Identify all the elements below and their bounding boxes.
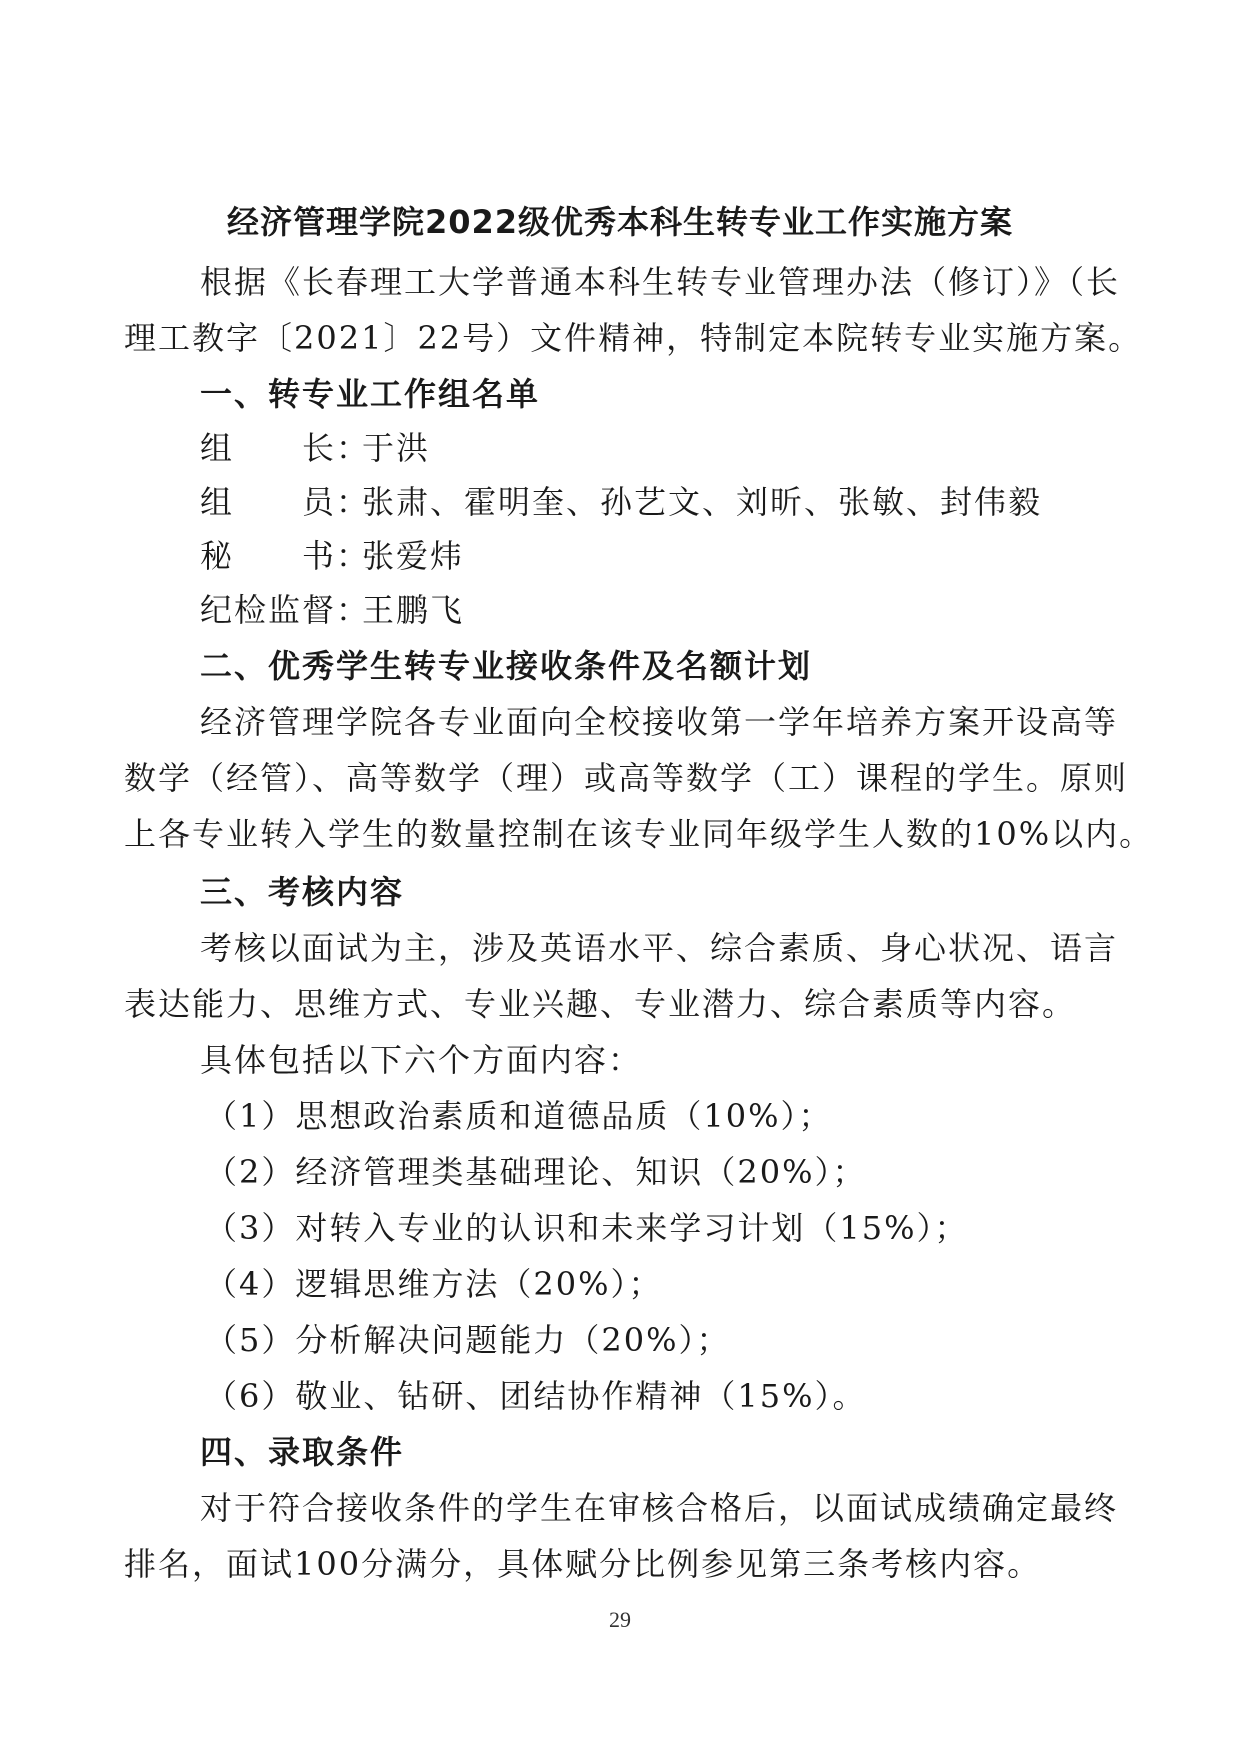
assessment-item: （3）对转入专业的认识和未来学习计划（15%）； xyxy=(205,1209,969,1247)
section-4-heading: 四、录取条件 xyxy=(200,1433,405,1471)
assessment-item: （2）经济管理类基础理论、知识（20%）； xyxy=(205,1153,867,1191)
member-names: 张肃、霍明奎、孙艺文、刘昕、张敏、封伟毅 xyxy=(362,483,1043,521)
section-1-heading: 一、转专业工作组名单 xyxy=(200,375,541,413)
member-names: 王鹏飞 xyxy=(362,591,465,629)
document-title: 经济管理学院2022级优秀本科生转专业工作实施方案 xyxy=(226,203,1014,241)
member-role: 组 员 xyxy=(200,483,336,521)
section-3-line-1: 考核以面试为主，涉及英语水平、综合素质、身心状况、语言 xyxy=(200,929,1119,967)
member-names: 于洪 xyxy=(362,429,431,467)
member-role: 组 长 xyxy=(200,429,336,467)
member-row-secretary: 秘 书 ： 张爱炜 xyxy=(200,537,465,575)
section-4-line-2: 排名，面试100分满分，具体赋分比例参见第三条考核内容。 xyxy=(124,1545,1042,1583)
member-role: 秘 书 xyxy=(200,537,336,575)
member-row-members: 组 员 ： 张肃、霍明奎、孙艺文、刘昕、张敏、封伟毅 xyxy=(200,483,1043,521)
assessment-item: （6）敬业、钻研、团结协作精神（15%）。 xyxy=(205,1377,867,1415)
intro-line-1: 根据《长春理工大学普通本科生转专业管理办法（修订）》（长 xyxy=(200,263,1121,301)
section-2-line-1: 经济管理学院各专业面向全校接收第一学年培养方案开设高等 xyxy=(200,703,1119,741)
section-3-heading: 三、考核内容 xyxy=(200,873,405,911)
section-2-line-3: 上各专业转入学生的数量控制在该专业同年级学生人数的10%以内。 xyxy=(124,815,1154,853)
page-number: 29 xyxy=(609,1607,631,1632)
section-4-line-1: 对于符合接收条件的学生在审核合格后，以面试成绩确定最终 xyxy=(200,1489,1119,1527)
section-2-line-2: 数学（经管）、高等数学（理）或高等数学（工）课程的学生。原则 xyxy=(124,759,1129,797)
member-row-leader: 组 长 ： 于洪 xyxy=(200,429,431,467)
assessment-item: （1）思想政治素质和道德品质（10%）； xyxy=(205,1097,833,1135)
member-names: 张爱炜 xyxy=(362,537,465,575)
section-3-line-3: 具体包括以下六个方面内容： xyxy=(200,1041,643,1079)
member-role: 纪检监督 xyxy=(200,591,337,629)
section-3-line-2: 表达能力、思维方式、专业兴趣、专业潜力、综合素质等内容。 xyxy=(124,985,1077,1023)
intro-line-2: 理工教字〔2021〕22号）文件精神，特制定本院转专业实施方案。 xyxy=(124,319,1143,357)
assessment-item: （5）分析解决问题能力（20%）； xyxy=(205,1321,731,1359)
member-row-supervisor: 纪检监督 ： 王鹏飞 xyxy=(200,591,465,629)
section-2-heading: 二、优秀学生转专业接收条件及名额计划 xyxy=(200,647,813,685)
assessment-item: （4）逻辑思维方法（20%）； xyxy=(205,1265,663,1303)
